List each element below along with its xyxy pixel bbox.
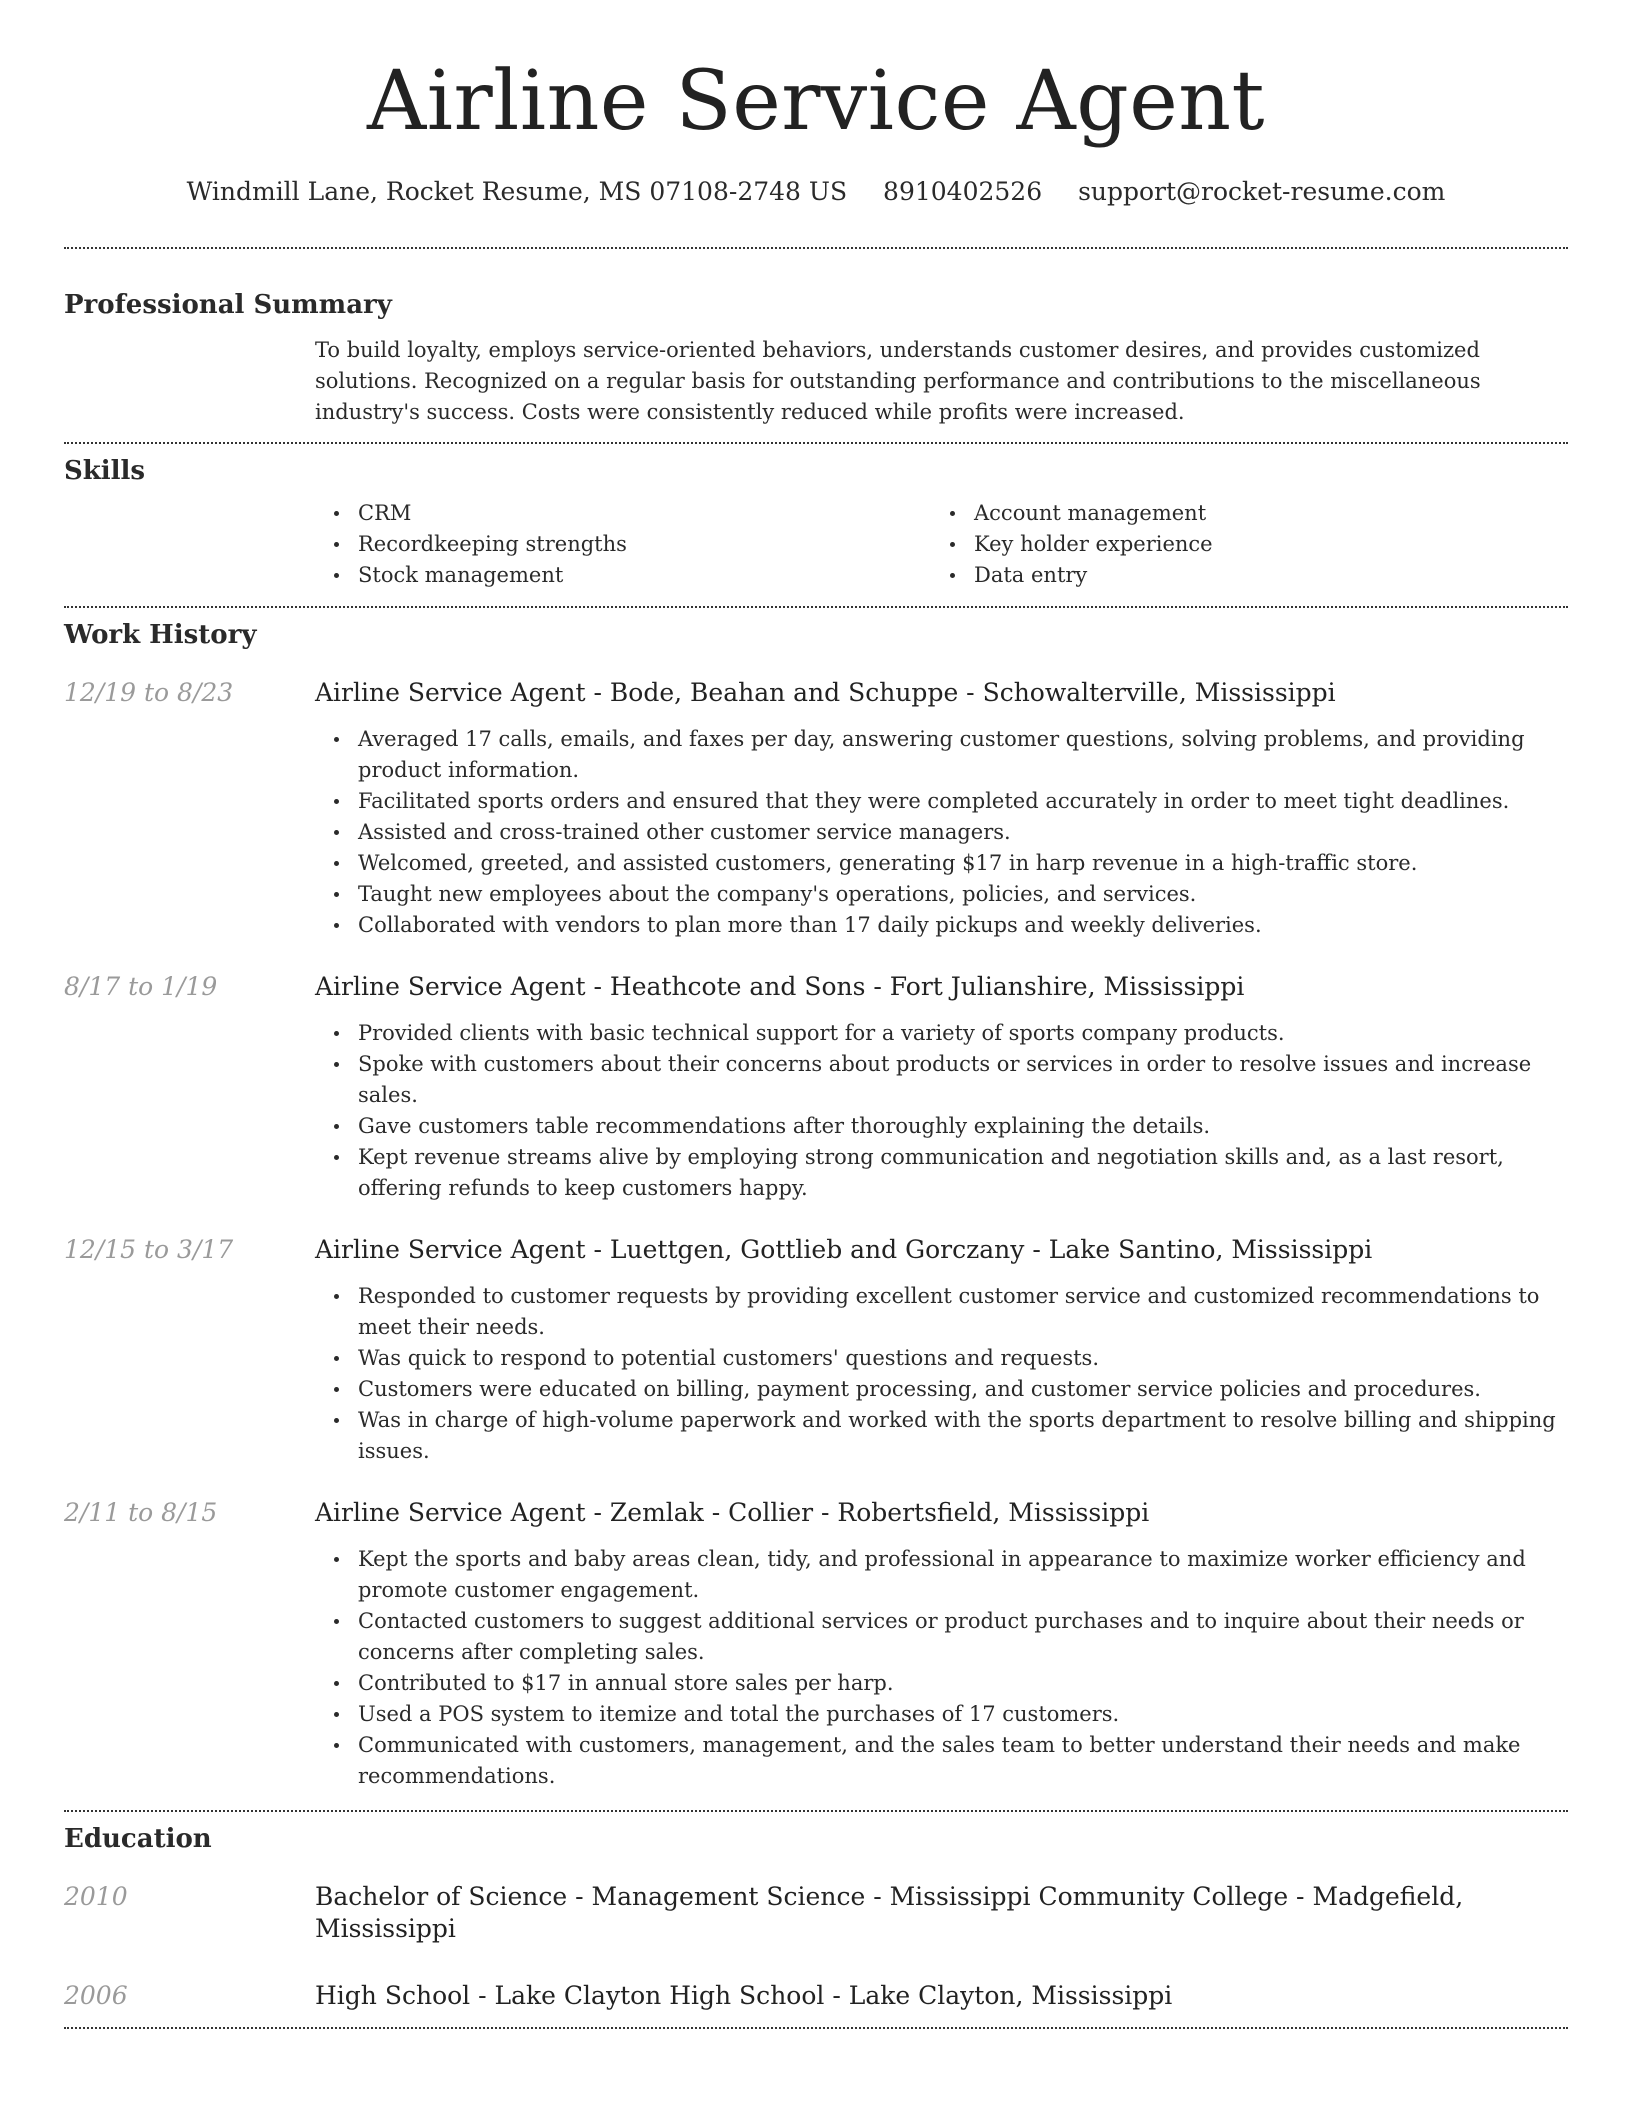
job-bullet: Contributed to $17 in annual store sales per harp. xyxy=(358,1668,1568,1699)
summary-heading: Professional Summary xyxy=(64,290,392,320)
job-bullet: Was quick to respond to potential customers' questions and requests. xyxy=(358,1343,1568,1374)
summary-section xyxy=(64,289,1568,428)
contact-phone: 8910402526 xyxy=(883,177,1043,206)
job-bullet: Provided clients with basic technical support for a variety of sports company products. xyxy=(358,1018,1568,1049)
job-body xyxy=(315,1234,1568,1467)
job-bullet: Assisted and cross-trained other customer service managers. xyxy=(358,817,1568,848)
skills-section xyxy=(64,455,1568,591)
work-history-section xyxy=(64,619,1568,1792)
job-bullet: Communicated with customers, management, and the sales team to better understand their needs and make recommendations. xyxy=(358,1730,1568,1792)
education-year: 2006 xyxy=(64,1981,128,2010)
skill-item: Recordkeeping strengths xyxy=(358,529,931,560)
education-entry xyxy=(64,1980,1568,2012)
job-bullet: Contacted customers to suggest additional services or product purchases and to inquire about their needs or concerns after completing sales. xyxy=(358,1606,1568,1668)
job-bullet: Welcomed, greeted, and assisted customers, generating $17 in harp revenue in a high-traffic store. xyxy=(358,848,1568,879)
job-body xyxy=(315,1497,1568,1792)
job-entry xyxy=(64,971,1568,1204)
divider xyxy=(64,606,1568,608)
contact-address: Windmill Lane, Rocket Resume, MS 07108-2748 US xyxy=(186,177,848,206)
job-bullet: Responded to customer requests by providing excellent customer service and customized recommendations to meet their needs. xyxy=(358,1281,1568,1343)
job-bullet: Customers were educated on billing, payment processing, and customer service policies and procedures. xyxy=(358,1374,1568,1405)
job-entry xyxy=(64,1497,1568,1792)
skill-item: Data entry xyxy=(974,560,1547,591)
skill-item: Stock management xyxy=(358,560,931,591)
divider xyxy=(64,2027,1568,2029)
job-bullet: Facilitated sports orders and ensured that they were completed accurately in order to meet tight deadlines. xyxy=(358,786,1568,817)
job-dates: 2/11 to 8/15 xyxy=(64,1498,218,1527)
job-dates: 12/15 to 3/17 xyxy=(64,1235,234,1264)
divider xyxy=(64,1810,1568,1812)
contact-line xyxy=(64,176,1568,208)
education-year: 2010 xyxy=(64,1882,128,1911)
job-bullets xyxy=(315,1281,1568,1467)
job-bullets xyxy=(315,1544,1568,1792)
job-bullet: Kept revenue streams alive by employing strong communication and negotiation skills and, as a last resort, offering refunds to keep customers happy. xyxy=(358,1142,1568,1204)
job-bullet: Was in charge of high-volume paperwork and worked with the sports department to resolve billing and shipping issues. xyxy=(358,1405,1568,1467)
skills-heading: Skills xyxy=(64,456,146,486)
job-entry xyxy=(64,1234,1568,1467)
job-entry xyxy=(64,677,1568,941)
job-bullets xyxy=(315,1018,1568,1204)
education-entry xyxy=(64,1881,1568,1945)
job-bullet: Used a POS system to itemize and total the purchases of 17 customers. xyxy=(358,1699,1568,1730)
skill-item: Account management xyxy=(974,498,1547,529)
job-body xyxy=(315,677,1568,941)
job-dates: 8/17 to 1/19 xyxy=(64,972,218,1001)
job-heading: Airline Service Agent - Bode, Beahan and Schuppe - Schowalterville, Mississippi xyxy=(315,678,1336,707)
skill-item: Key holder experience xyxy=(974,529,1547,560)
job-bullets xyxy=(315,724,1568,941)
skill-item: CRM xyxy=(358,498,931,529)
job-heading: Airline Service Agent - Luettgen, Gottlieb and Gorczany - Lake Santino, Mississippi xyxy=(315,1235,1373,1264)
contact-email: support@rocket-resume.com xyxy=(1078,177,1446,206)
skills-list-left xyxy=(315,498,931,591)
education-heading: Education xyxy=(64,1824,212,1854)
job-dates: 12/19 to 8/23 xyxy=(64,678,234,707)
work-history-heading: Work History xyxy=(64,620,257,650)
education-degree: Bachelor of Science - Management Science - Mississippi Community College - Madgefield, Mississippi xyxy=(315,1882,1464,1943)
skills-list-right xyxy=(931,498,1547,591)
job-bullet: Spoke with customers about their concerns about products or services in order to resolve issues and increase sales. xyxy=(358,1049,1568,1111)
skills-columns xyxy=(315,498,1568,591)
divider xyxy=(64,247,1568,249)
education-section xyxy=(64,1823,1568,2012)
education-degree: High School - Lake Clayton High School - Lake Clayton, Mississippi xyxy=(315,1981,1173,2010)
job-body xyxy=(315,971,1568,1204)
resume-title: Airline Service Agent xyxy=(367,54,1265,149)
job-bullet: Taught new employees about the company's operations, policies, and services. xyxy=(358,879,1568,910)
job-heading: Airline Service Agent - Heathcote and Sons - Fort Julianshire, Mississippi xyxy=(315,972,1245,1001)
job-bullet: Kept the sports and baby areas clean, tidy, and professional in appearance to maximize worker efficiency and promote customer engagement. xyxy=(358,1544,1568,1606)
job-bullet: Averaged 17 calls, emails, and faxes per day, answering customer questions, solving problems, and providing product information. xyxy=(358,724,1568,786)
divider xyxy=(64,442,1568,444)
job-bullet: Collaborated with vendors to plan more than 17 daily pickups and weekly deliveries. xyxy=(358,910,1568,941)
job-bullet: Gave customers table recommendations after thoroughly explaining the details. xyxy=(358,1111,1568,1142)
job-heading: Airline Service Agent - Zemlak - Collier - Robertsfield, Mississippi xyxy=(315,1498,1150,1527)
summary-text: To build loyalty, employs service-oriented behaviors, understands customer desires, and provides customized solutions. Recognized on a regular basis for outstanding performance and contributions to the miscellaneous industry's success. Costs were consistently reduced while profits were increased. xyxy=(315,338,1481,424)
